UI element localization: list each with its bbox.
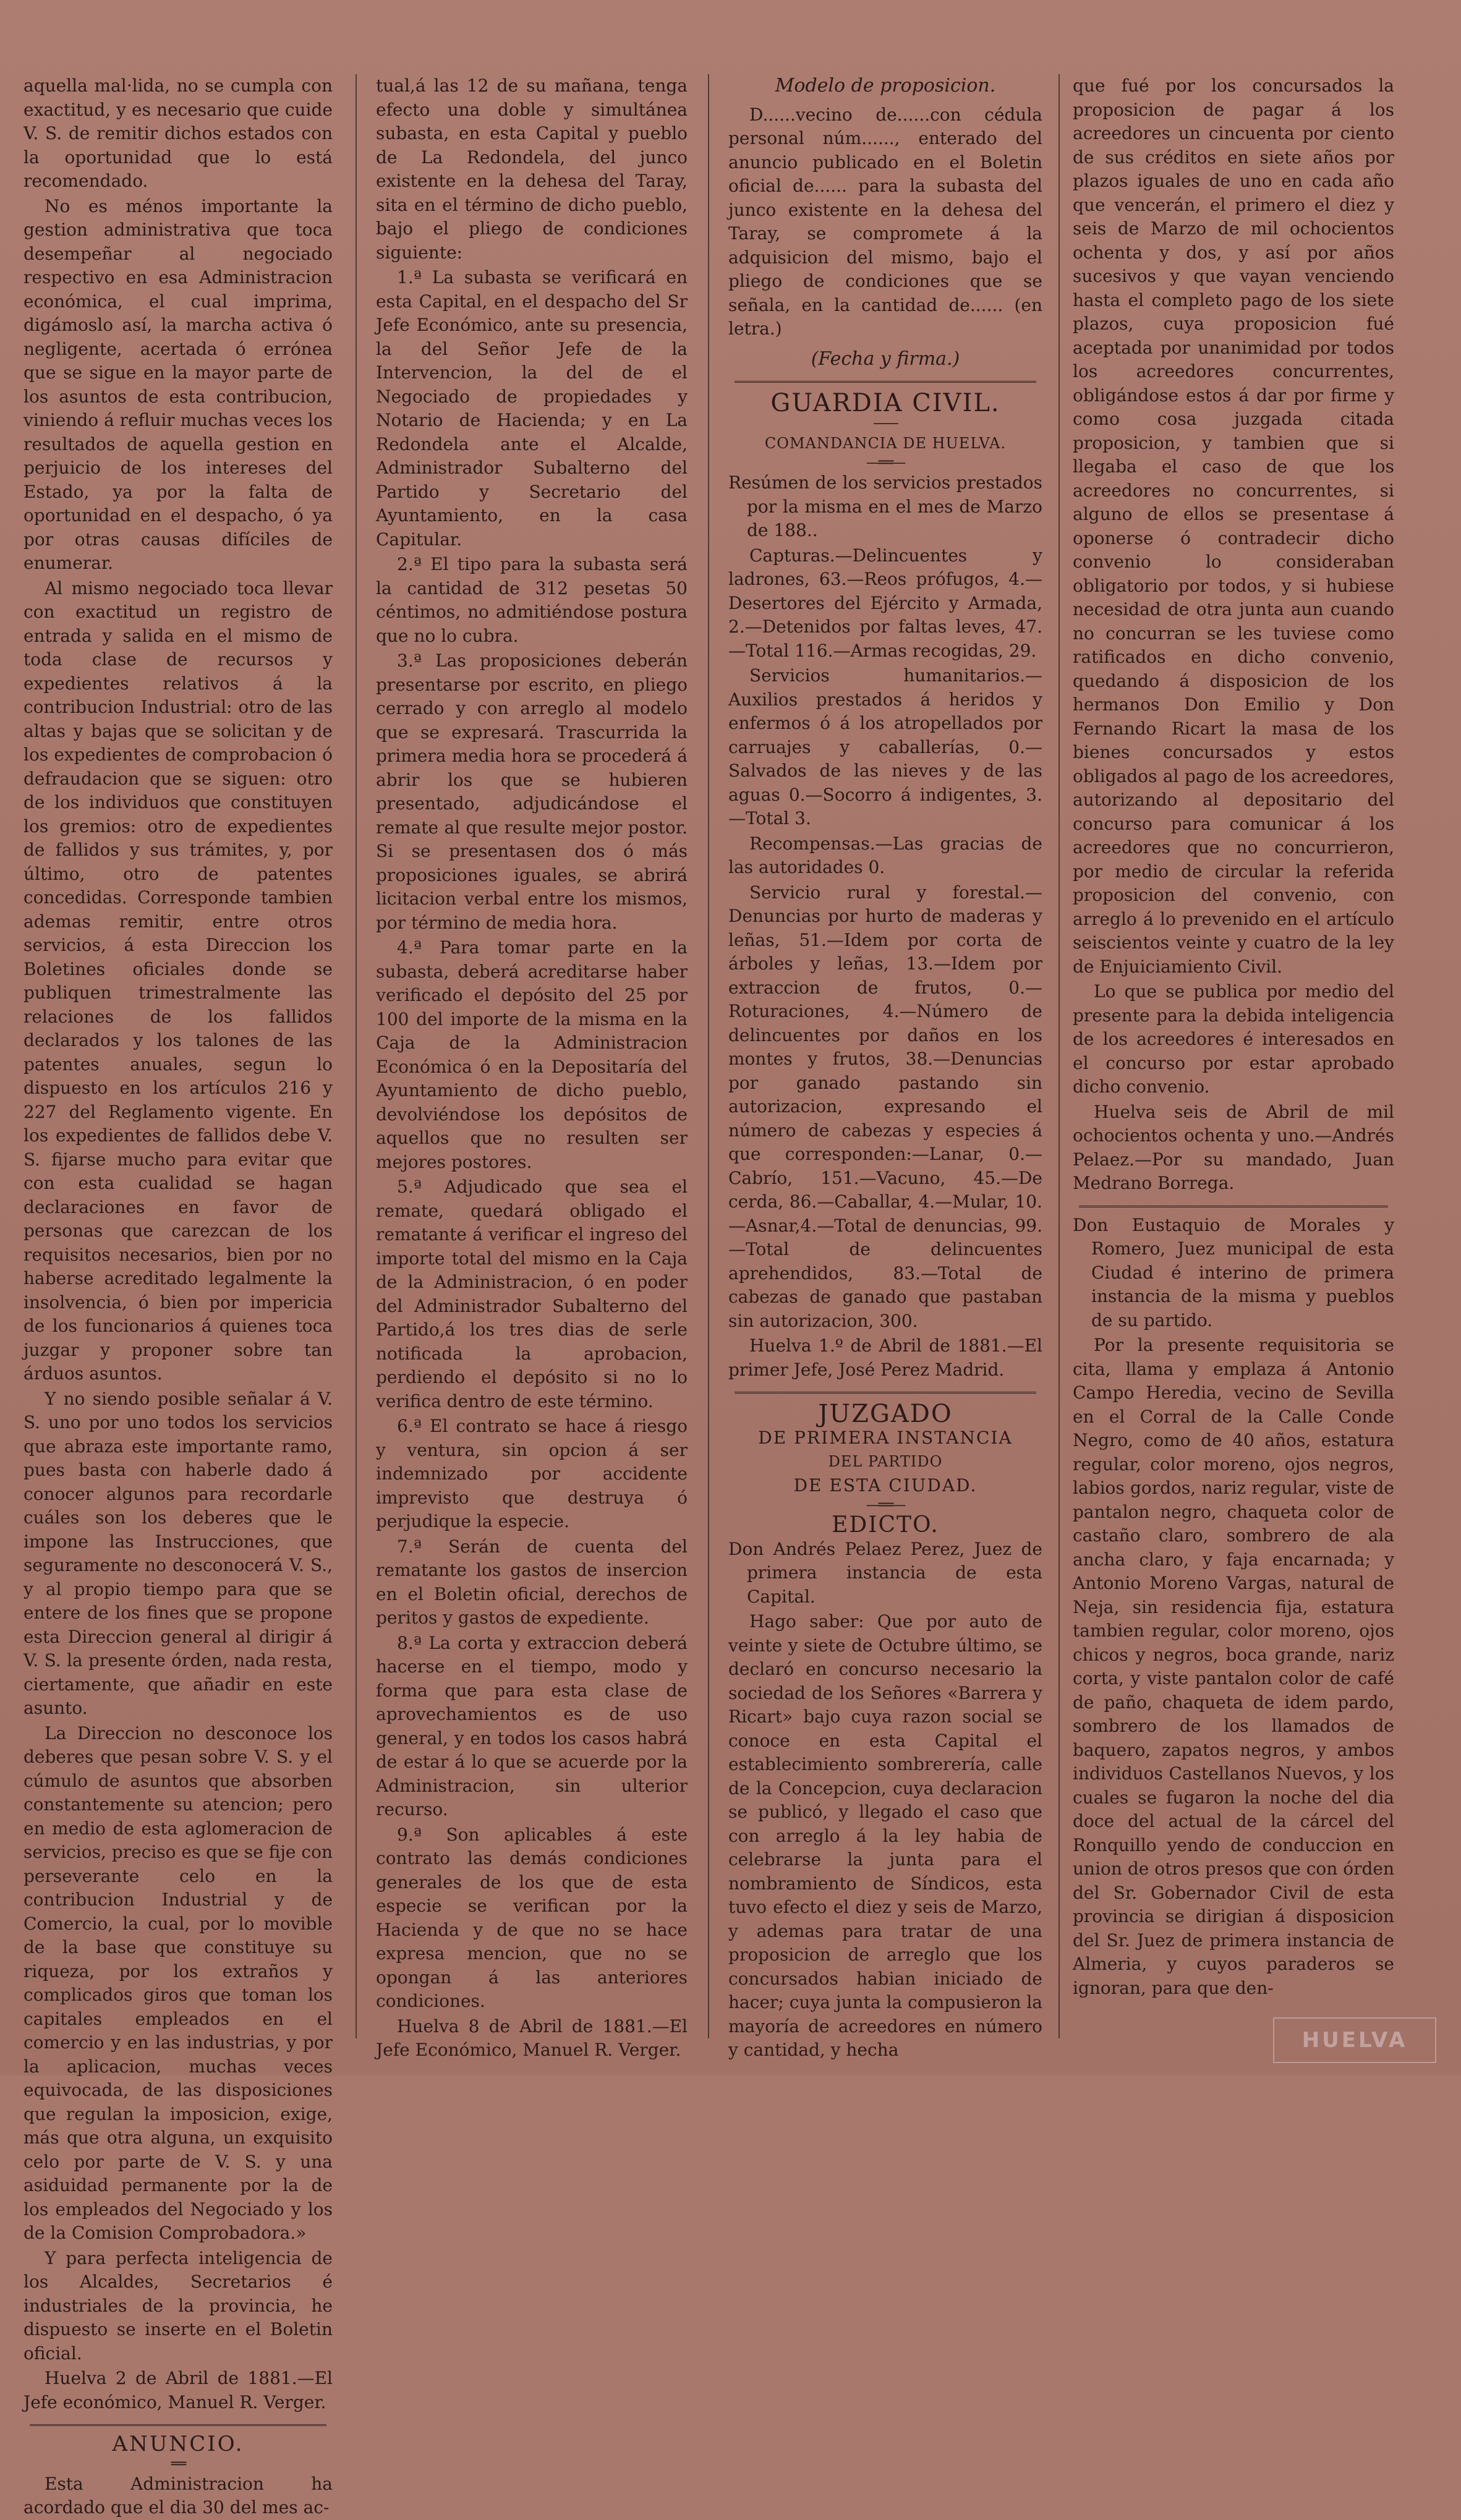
condition-7: 7.ª Serán de cuenta del rematante los gastos de insercion en el Boletin oficial, derechos de peritos y gastos de expediente. — [376, 1536, 688, 1628]
signature-line: Huelva 2 de Abril de 1881.—El Jefe económico, Manuel R. Verger. — [23, 2368, 333, 2412]
heading-ornament: —— — [873, 415, 898, 431]
juzgado-line-4: DE ESTA CIUDAD. — [793, 1475, 978, 1496]
paragraph: Al mismo negociado toca llevar con exactitud un registro de entrada y salida en el mismo de toda clase de recursos y expedientes relativos á la contribucion Industrial: otro de las altas y bajas que se solicitan y de los expedientes de comprobacion ó defraudacion que se siguen: otro de los individuos que constituyen los gremios: otro de expedientes de fallidos y sus trámites, y, por último, otro de patentes concedidas. Corresponde tambien ademas remitir, entre otros servicios, á esta Direccion los Boletines oficiales donde se publiquen trimestralmente las relaciones de los fallidos declarados y los talones de las patentes anuales, segun lo dispuesto en los artículos 216 y 227 del Reglamento vigente. En los expedientes de fallidos debe V. S. fijarse mucho para evitar que con esta cualidad se hagan declaraciones en favor de personas que carezcan de los requisitos necesarios, bien por no haberse acreditado legalmente la insolvencia, ó bien por impericia de los funcionarios á quienes toca juzgar y proponer sobre tan árduos asuntos. — [23, 577, 333, 1384]
condition-3: 3.ª Las proposiciones deberán presentarse por escrito, en pliego cerrado y con arreglo al modelo que se expresará. Trascurrida la primera media hora se procederá á abrir los que se hubieren presentado, adjudicándose el remate al que resulte mejor postor. Si se presentasen dos ó más proposiciones iguales, se abrirá licitacion verbal entre los mismos, por término de media hora. — [376, 650, 688, 933]
guardia-civil-heading: GUARDIA CIVIL. — [770, 389, 1000, 417]
column-1 — [23, 74, 333, 2518]
recompensas-paragraph: Recompensas.—Las gracias de las autoridades 0. — [728, 833, 1042, 877]
column-3 — [728, 74, 1042, 2060]
section-divider — [1079, 1206, 1388, 1207]
heading-ornament: —══— — [866, 1497, 905, 1513]
paragraph: La Direccion no desconoce los deberes que pesan sobre V. S. y el cúmulo de asuntos que absorben constantemente su atencion; pero en medio de esta aglomeracion de servicios, preciso es que se fije con perseverante celo en la contribucion Industrial y de Comercio, la cual, por lo movible de la base que constituye su riqueza, por los extraños y complicados giros que toman los capitales empleados en el comercio y en las industrias, y por la aplicacion, muchas veces equivocada, de las disposiciones que regulan la imposicion, exige, más que otra alguna, un exquisito celo por parte de V. S. y una asiduidad permanente por la de los empleados del Negociado y los de la Comision Comprobadora.» — [23, 1722, 333, 2243]
edicto-heading: EDICTO. — [832, 1512, 939, 1538]
column-rule-2 — [708, 74, 709, 2038]
condition-9: 9.ª Son aplicables á este contrato las demás condiciones generales de los que de esta especie se verifican por la Hacienda y de que no se hace expresa mencion, que no se opongan á las anteriores condiciones. — [376, 1824, 688, 2011]
juzgado-line-3: DEL PARTIDO — [828, 1453, 943, 1470]
resumen-paragraph: Resúmen de los servicios prestados por la misma en el mes de Marzo de 188.. — [728, 472, 1042, 540]
modelo-paragraph: D......vecino de......con cédula personal núm......, enterado del anuncio publicado en el Boletin oficial de...... para la subasta del junco existente en la dehesa del Taray, se compromete á la adquisicion del mismo, bajo el pliego de condiciones que se señala, en la cantidad de...... (en letra.) — [728, 104, 1042, 339]
fecha-firma: (Fecha y firma.) — [811, 347, 960, 370]
section-divider — [735, 381, 1036, 383]
signature-line: Huelva 8 de Abril de 1881.—El Jefe Económico, Manuel R. Verger. — [376, 2016, 688, 2060]
modelo-heading: Modelo de proposicion. — [775, 75, 996, 96]
section-divider — [735, 1392, 1036, 1394]
signature-line: Huelva 1.º de Abril de 1881.—El primer Jefe, José Perez Madrid. — [728, 1335, 1042, 1380]
paragraph: No es ménos importante la gestion administrativa que toca desempeñar al negociado respectivo en esa Administracion económica, el cual imprima, digámoslo así, la marcha activa ó negligente, acertada ó errónea que se sigue en la mayor parte de los asuntos de esta contribucion, viniendo á refluir muchas veces los resultados de aquella gestion en perjuicio de los intereses del Estado, ya por la falta de oportunidad en el despacho, ó ya por otras causas difíciles de enumerar. — [23, 195, 333, 573]
condition-2: 2.ª El tipo para la subasta será la cantidad de 312 pesetas 50 céntimos, no admitiéndose postura que no lo cubra. — [376, 554, 688, 646]
condition-8: 8.ª La corta y extraccion deberá hacerse en el tiempo, modo y forma que para esta clase de aprovechamientos es de uso general, y en todos los casos habrá de estar á lo que se acuerde por la Administracion, sin ulterior recurso. — [376, 1632, 688, 1820]
edicto-judge: Don Andrés Pelaez Perez, Juez de primera instancia de esta Capital. — [728, 1538, 1042, 1607]
juzgado-line-2: DE PRIMERA INSTANCIA — [758, 1427, 1013, 1448]
column-2 — [376, 74, 688, 2060]
condition-6: 6.ª El contrato se hace á riesgo y ventura, sin opcion á ser indemnizado por accidente imprevisto que destruya ó perjudique la especie. — [376, 1416, 688, 1531]
paragraph: que fué por los concursados la proposicion de pagar á los acreedores un cincuenta por ciento de sus créditos en siete años por plazos iguales de uno en cada año que vencerán, el primero el diez y seis de Marzo de mil ochocientos ochenta y dos, y así por años sucesivos y que vayan venciendo hasta el completo pago de los siete plazos, cuya proposicion fué aceptada por unanimidad por todos los acreedores concurrentes, obligándose estos á dar por firme y como cosa juzgada citada proposicion, y tambien que si llegaba el caso de que los acreedores no concurrentes, si alguno de ellos se presentase á oponerse ó contradecir dicho convenio lo consideraban obligatorio por todos, y si hubiese necesidad de otra junta aun cuando no concurran se les tuviese como ratificados en dicho convenio, quedando á disposicion de los hermanos Don Emilio y Don Fernando Ricart la masa de los bienes concursados y estos obligados al pago de los acreedores, autorizando al depositario del concurso para comunicar á los acreedores que no concurrieron, por medio de circular la referida proposicion del convenio, con arreglo á lo prevenido en el artículo seiscientos veinte y cuatro de la ley de Enjuiciamiento Civil. — [1073, 75, 1394, 977]
heading-ornament: —══— — [866, 455, 905, 470]
rural-paragraph: Servicio rural y forestal.—Denuncias por hurto de maderas y leñas, 51.—Idem por corta de árboles y leñas, 13.—Idem por extraccion de frutos, 0.—Roturaciones, 4.—Número de delincuentes por daños en los montes y frutos, 38.—Denuncias por ganado pastando sin autorizacion, expresando el número de cabezas y especies á que corresponden:—Lanar, 0.—Cabrío, 151.—Vacuno, 45.—De cerda, 86.—Caballar, 4.—Mular, 10.—Asnar,4.—Total de denuncias, 99.—Total de delincuentes aprehendidos, 83.—Total de cabezas de ganado que pastaban sin autorizacion, 300. — [728, 882, 1042, 1331]
edicto-paragraph: Hago saber: Que por auto de veinte y siete de Octubre último, se declaró en concurso necesario la sociedad de los Señores «Barrera y Ricart» bajo cuya razon social se conoce en esta Capital el establecimiento sombrerería, calle de la Concepcion, cuya declaracion se publicó, y llegado el caso que con arreglo á la ley habia de celebrarse la junta para el nombramiento de Síndicos, esta tuvo efecto el diez y seis de Marzo, y ademas para tratar de una proposicion de arreglo que los concursados habian iniciado de hacer; cuya junta la compusieron la mayoría de acreedores en número y cantidad, y hecha — [728, 1611, 1042, 2060]
signature-line: Huelva seis de Abril de mil ochocientos ochenta y uno.—Andrés Pelaez.—Por su mandado, Juan Medrano Borrega. — [1073, 1101, 1394, 1193]
condition-1: 1.ª La subasta se verificará en esta Capital, en el despacho del Sr Jefe Económico, ante su presencia, la del Señor Jefe de la Intervencion, la del de el Negociado de propiedades y Notario de Hacienda; y en La Redondela ante el Alcalde, Administrador Subalterno del Partido y Secretario del Ayuntamiento, en la casa Capitular. — [376, 267, 688, 550]
juzgado-heading: JUZGADO — [818, 1400, 953, 1428]
comandancia-subheading: COMANDANCIA DE HUELVA. — [764, 434, 1007, 452]
paragraph: Y para perfecta inteligencia de los Alcaldes, Secretarios é industriales de la provincia, he dispuesto se inserte en el Boletin oficial. — [23, 2247, 333, 2364]
requisitoria-paragraph: Por la presente requisitoria se cita, llama y emplaza á Antonio Campo Heredia, vecino de Sevilla en el Corral de la Calle Conde Negro, como de 40 años, estatura regular, color moreno, ojos negros, labios gordos, nariz regular, viste de pantalon negro, chaqueta color de castaño claro, sombrero de ala ancha claro, y faja encarnada; y Antonio Moreno Vargas, natural de Neja, sin residencia fija, estatura tambien regular, color moreno, ojos chicos y negros, boca grande, nariz corta, y viste pantalon color de café de paño, chaqueta de idem pardo, sombrero de los llamados de baquero, zapatos negros, y ambos individuos Castellanos Nuevos, y los cuales se fugaron la noche del dia doce del actual de la cárcel del Ronquillo yendo de conduccion en union de otros presos que con órden del Sr. Gobernador Civil de esta provincia se dirigian á disposicion del Sr. Juez de primera instancia de Almeria, y cuyos paraderos se ignoran, para que den- — [1073, 1335, 1394, 1998]
library-stamp: HUELVA — [1273, 2017, 1436, 2063]
paragraph: Lo que se publica por medio del presente para la debida inteligencia de los acreedores é interesados en el concurso por estar aprobado dicho convenio. — [1073, 981, 1394, 1097]
heading-ornament: ══ — [171, 2456, 185, 2472]
anuncio-heading: ANUNCIO. — [112, 2432, 244, 2456]
humanitarios-paragraph: Servicios humanitarios.—Auxilios prestados á heridos y enfermos ó á los atropellados por carruajes y caballerías, 0.—Salvados de las nieves y de las aguas 0.—Socorro á indigentes, 3.—Total 3. — [728, 665, 1042, 828]
requisitoria-heading: Don Eustaquio de Morales y Romero, Juez municipal de esta Ciudad é interino de primera instancia de la misma y pueblos de su partido. — [1073, 1214, 1394, 1330]
paragraph: aquella mal·lida, no se cumpla con exactitud, y es necesario que cuide V. S. de remitir dichos estados con la oportunidad que lo está recomendado. — [23, 75, 333, 191]
condition-4: 4.ª Para tomar parte en la subasta, deberá acreditarse haber verificado el depósito del 25 por 100 del importe de la misma en la Caja de la Administracion Económica ó en la Depositaría del Ayuntamiento de dicho pueblo, devolviéndose los depósitos de aquellos que no resulten ser mejores postores. — [376, 937, 688, 1172]
section-divider — [30, 2424, 326, 2426]
condition-5: 5.ª Adjudicado que sea el remate, quedará obligado el rematante á verificar el ingreso del importe total del mismo en la Caja de la Administracion, ó en poder del Administrador Subalterno del Partido,á los tres dias de serle notificada la aprobacion, perdiendo el depósito si no lo verifica dentro de este término. — [376, 1177, 688, 1411]
paragraph: tual,á las 12 de su mañana, tenga efecto una doble y simultánea subasta, en esta Capital y pueblo de La Redondela, del junco existente en la dehesa del Taray, sita en el término de dicho pueblo, bajo el pliego de condiciones siguiente: — [376, 75, 688, 263]
column-4 — [1073, 74, 1394, 2038]
paragraph: Y no siendo posible señalar á V. S. uno por uno todos los servicios que abraza este importante ramo, pues basta con haberle dado á conocer algunos para recordarle cuáles son los deberes que le impone las Instrucciones, que seguramente no desconocerá V. S., y al propio tiempo para que se entere de los fines que se propone esta Direccion general al dirigir á V. S. la presente órden, nada resta, ciertamente, que añadir en este asunto. — [23, 1388, 333, 1718]
anuncio-paragraph: Esta Administracion ha acordado que el dia 30 del mes ac- — [23, 2473, 333, 2518]
column-rule-1 — [356, 74, 357, 2038]
capturas-paragraph: Capturas.—Delincuentes y ladrones, 63.—Reos prófugos, 4.—Desertores del Ejército y Armada, 2.—Detenidos por faltas leves, 47.—Total 116.—Armas recogidas, 29. — [728, 545, 1042, 661]
column-rule-3 — [1058, 74, 1060, 2038]
